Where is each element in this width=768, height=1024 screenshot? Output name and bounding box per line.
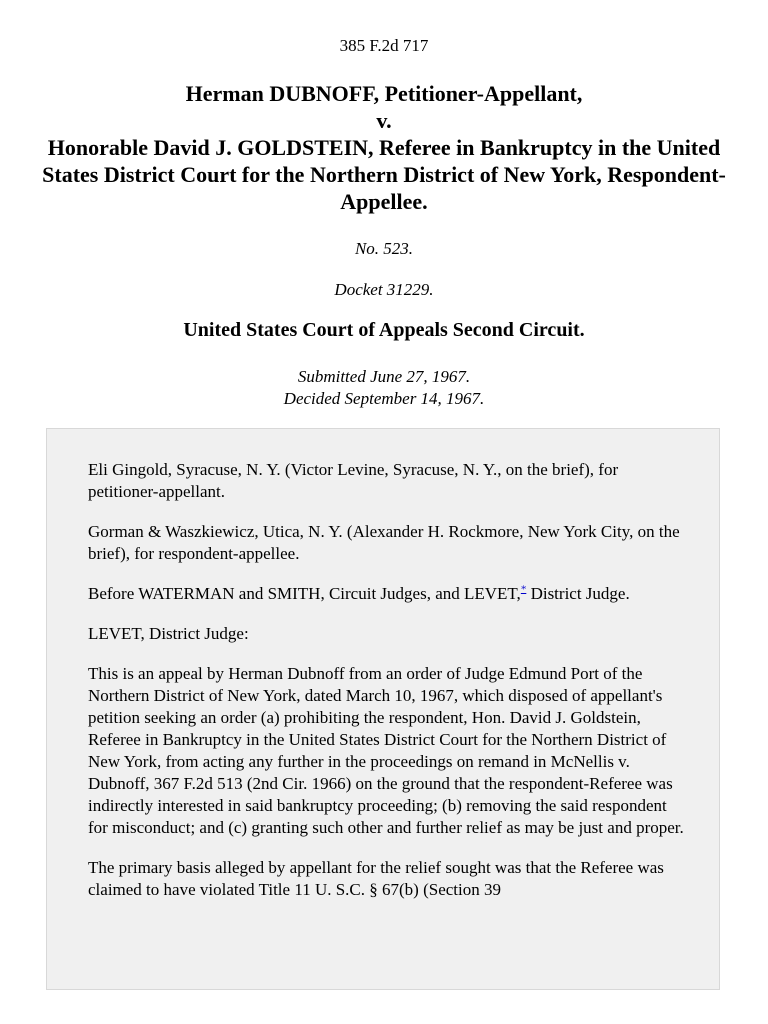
counsel-appellee: Gorman & Waszkiewicz, Utica, N. Y. (Alexander H. Rockmore, New York City, on the brief), for respondent-appellee. [88, 522, 680, 563]
appellee-party: Honorable David J. GOLDSTEIN, Referee in Bankruptcy in the United States District Court for the Northern District of New York, Respondent-Appellee. [42, 135, 726, 214]
opinion-text [88, 459, 688, 919]
docket-number: Docket 31229. [334, 280, 434, 299]
appellant-party: Herman DUBNOFF, Petitioner-Appellant, [185, 81, 583, 106]
case-citation: 385 F.2d 717 [339, 36, 429, 55]
case-caption [40, 80, 728, 215]
opinion-paragraph: The primary basis alleged by appellant for the relief sought was that the Referee was claimed to have violated Title 11 U. S.C. § 67(b) (Section 39 [88, 858, 664, 899]
counsel-appellant: Eli Gingold, Syracuse, N. Y. (Victor Levine, Syracuse, N. Y., on the brief), for petitioner-appellant. [88, 460, 619, 501]
panel-line [88, 583, 688, 605]
decided-date: Decided September 14, 1967. [283, 389, 485, 408]
opinion-body[interactable] [46, 428, 720, 990]
submitted-date: Submitted June 27, 1967. [297, 367, 471, 386]
versus-label: v. [376, 108, 392, 133]
panel-after: District Judge. [526, 584, 630, 603]
opinion-author: LEVET, District Judge: [88, 624, 249, 643]
panel-before: Before WATERMAN and SMITH, Circuit Judges, and LEVET, [88, 584, 521, 603]
court-name: United States Court of Appeals Second Circuit. [183, 319, 585, 341]
footnote-link[interactable]: * [520, 583, 527, 596]
case-number: No. 523. [354, 239, 414, 258]
opinion-paragraph: This is an appeal by Herman Dubnoff from an order of Judge Edmund Port of the Northern District of New York, dated March 10, 1967, which disposed of appellant's petition seeking an order (a) prohibiting the respondent, Hon. David J. Goldstein, Referee in Bankruptcy in the United States District Court for the Northern District of New York, from acting any further in the proceedings on remand in McNellis v. Dubnoff, 367 F.2d 513 (2nd Cir. 1966) on the ground that the respondent-Referee was indirectly interested in said bankruptcy proceeding; (b) removing the said respondent for misconduct; and (c) granting such other and further relief as may be just and proper. [88, 664, 684, 837]
